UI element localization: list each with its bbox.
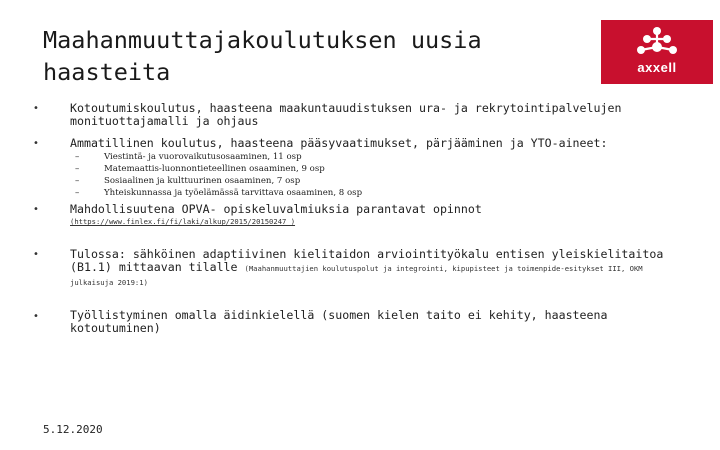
bullet-text: Ammatillinen koulutus, haasteena pääsyvaatimukset, pärjääminen ja YTO-aineet: <box>70 136 608 150</box>
page-title: Maahanmuuttajakoulutuksen uusia haasteita <box>43 26 482 86</box>
sub-text: Matemaattis-luonnontieteellinen osaaminen, 9 osp <box>104 164 325 174</box>
axxell-logo <box>601 20 713 84</box>
sub-marker: – <box>75 176 80 186</box>
bullet-text: Mahdollisuutena OPVA- opiskeluvalmiuksia parantavat opinnot <box>70 202 482 216</box>
bullet-marker: • <box>33 204 39 215</box>
sub-list-item <box>75 176 300 186</box>
finlex-link[interactable] <box>70 216 690 229</box>
bullet-text-main: Tulossa: sähköinen adaptiivinen kielitaidon arviointityökalu entisen yleiskielitaitoa (B1.1) mittaavan tilalle <box>70 247 664 274</box>
sub-text: Viestintä- ja vuorovaikutusosaaminen, 11 osp <box>104 152 302 162</box>
bullet-text <box>70 248 685 290</box>
bullet-text: Työllistyminen omalla äidinkielellä (suomen kielen taito ei kehity, haasteena kotoutuminen) <box>70 308 608 335</box>
bullet-text-source: (Maahanmuuttajien koulutuspolut ja integrointi, kipupisteet ja toimenpide-esitykset III, OKM julkaisuja 2019:1) <box>70 263 643 287</box>
slide-date: 5.12.2020 <box>43 423 103 436</box>
logo-text: axxell <box>637 60 677 75</box>
sub-list-item <box>75 188 362 198</box>
link-text[interactable]: (https://www.finlex.fi/fi/laki/alkup/2015/20150247 ) <box>70 217 296 226</box>
sub-marker: – <box>75 164 80 174</box>
bullet-text: Kotoutumiskoulutus, haasteena maakuntauudistuksen ura- ja rekrytointipalvelujen monituottajamalli ja ohjaus <box>70 101 622 128</box>
bullet-marker: • <box>33 103 39 114</box>
sub-text: Sosiaalinen ja kulttuurinen osaaminen, 7 osp <box>104 176 301 186</box>
sub-marker: – <box>75 188 80 198</box>
bullet-marker: • <box>33 138 39 149</box>
bullet-marker: • <box>33 249 39 260</box>
sub-list-item <box>75 164 325 174</box>
bullet-marker: • <box>33 311 39 322</box>
sub-list-item <box>75 152 302 162</box>
sub-text: Yhteiskunnassa ja työelämässä tarvittava osaaminen, 8 osp <box>104 188 363 198</box>
sub-marker: – <box>75 152 80 162</box>
